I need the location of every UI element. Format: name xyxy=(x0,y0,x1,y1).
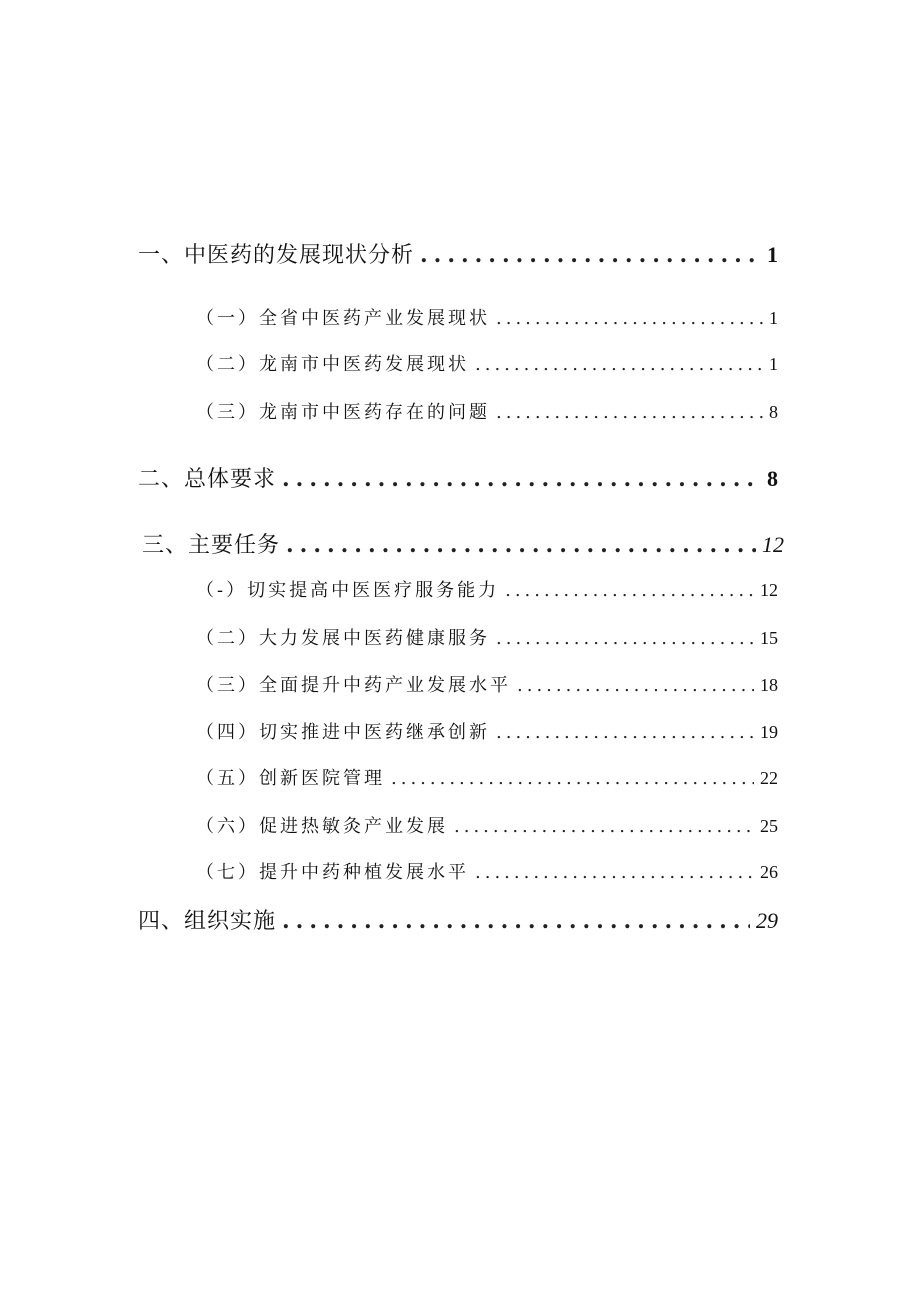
toc-entry-page: 12 xyxy=(762,532,784,557)
toc-entry[interactable] xyxy=(196,812,778,838)
toc-entry-page: 12 xyxy=(760,580,778,600)
toc-entry-page: 1 xyxy=(767,242,778,267)
toc-leader-dots xyxy=(282,466,761,492)
toc-entry-page: 29 xyxy=(756,908,778,933)
toc-entry-title: （-）切实提高中医医疗服务能力 xyxy=(196,580,500,601)
toc-leader-dots xyxy=(282,908,750,934)
toc-entry[interactable] xyxy=(196,858,778,884)
toc-entry-title: （一）全省中医药产业发展现状 xyxy=(196,308,490,329)
toc-entry-title: （二）大力发展中医药健康服务 xyxy=(196,628,490,649)
toc-entry-page: 1 xyxy=(769,308,778,328)
toc-entry-title: 四、组织实施 xyxy=(138,909,277,934)
toc-entry-page: 8 xyxy=(769,402,778,422)
toc-leader-dots xyxy=(496,402,763,423)
toc-entry[interactable] xyxy=(196,624,778,650)
toc-entry-page: 22 xyxy=(760,768,778,788)
toc-entry-title: （六）促进热敏灸产业发展 xyxy=(196,816,448,837)
toc-leader-dots xyxy=(420,242,761,268)
toc-entry[interactable] xyxy=(138,462,778,493)
toc-entry[interactable] xyxy=(196,718,778,744)
toc-entry-page: 19 xyxy=(760,722,778,742)
toc-leader-dots xyxy=(496,722,754,743)
toc-entry[interactable] xyxy=(196,350,778,376)
toc-entry[interactable] xyxy=(138,904,778,935)
toc-entry-title: 二、总体要求 xyxy=(138,467,277,492)
toc-entry[interactable] xyxy=(196,304,778,330)
toc-leader-dots xyxy=(496,628,754,649)
toc-leader-dots xyxy=(475,354,763,375)
toc-leader-dots xyxy=(286,532,756,558)
toc-entry[interactable] xyxy=(138,238,778,269)
toc-entry[interactable] xyxy=(196,398,778,424)
toc-entry[interactable] xyxy=(196,576,778,602)
toc-entry-page: 26 xyxy=(760,862,778,882)
toc-entry-page: 8 xyxy=(767,466,778,491)
toc-entry-page: 1 xyxy=(769,354,778,374)
toc-entry-page: 25 xyxy=(760,816,778,836)
toc-leader-dots xyxy=(475,862,754,883)
toc-leader-dots xyxy=(391,768,754,789)
toc-entry-title: 一、中医药的发展现状分析 xyxy=(138,243,415,268)
toc-leader-dots xyxy=(517,675,754,696)
toc-entry[interactable] xyxy=(196,671,778,697)
toc-entry-page: 15 xyxy=(760,628,778,648)
toc-entry-title: （七）提升中药种植发展水平 xyxy=(196,862,469,883)
toc-entry[interactable] xyxy=(196,764,778,790)
toc-leader-dots xyxy=(496,308,763,329)
toc-entry-title: （三）全面提升中药产业发展水平 xyxy=(196,675,511,696)
toc-entry[interactable] xyxy=(142,528,784,559)
toc-entry-title: （五）创新医院管理 xyxy=(196,768,385,789)
toc-entry-title: （三）龙南市中医药存在的问题 xyxy=(196,402,490,423)
toc-entry-page: 18 xyxy=(760,675,778,695)
toc-entry-title: 三、主要任务 xyxy=(142,533,281,558)
toc-entry-title: （二）龙南市中医药发展现状 xyxy=(196,354,469,375)
toc-leader-dots xyxy=(454,816,754,837)
toc-leader-dots xyxy=(505,580,754,601)
toc-entry-title: （四）切实推进中医药继承创新 xyxy=(196,722,490,743)
